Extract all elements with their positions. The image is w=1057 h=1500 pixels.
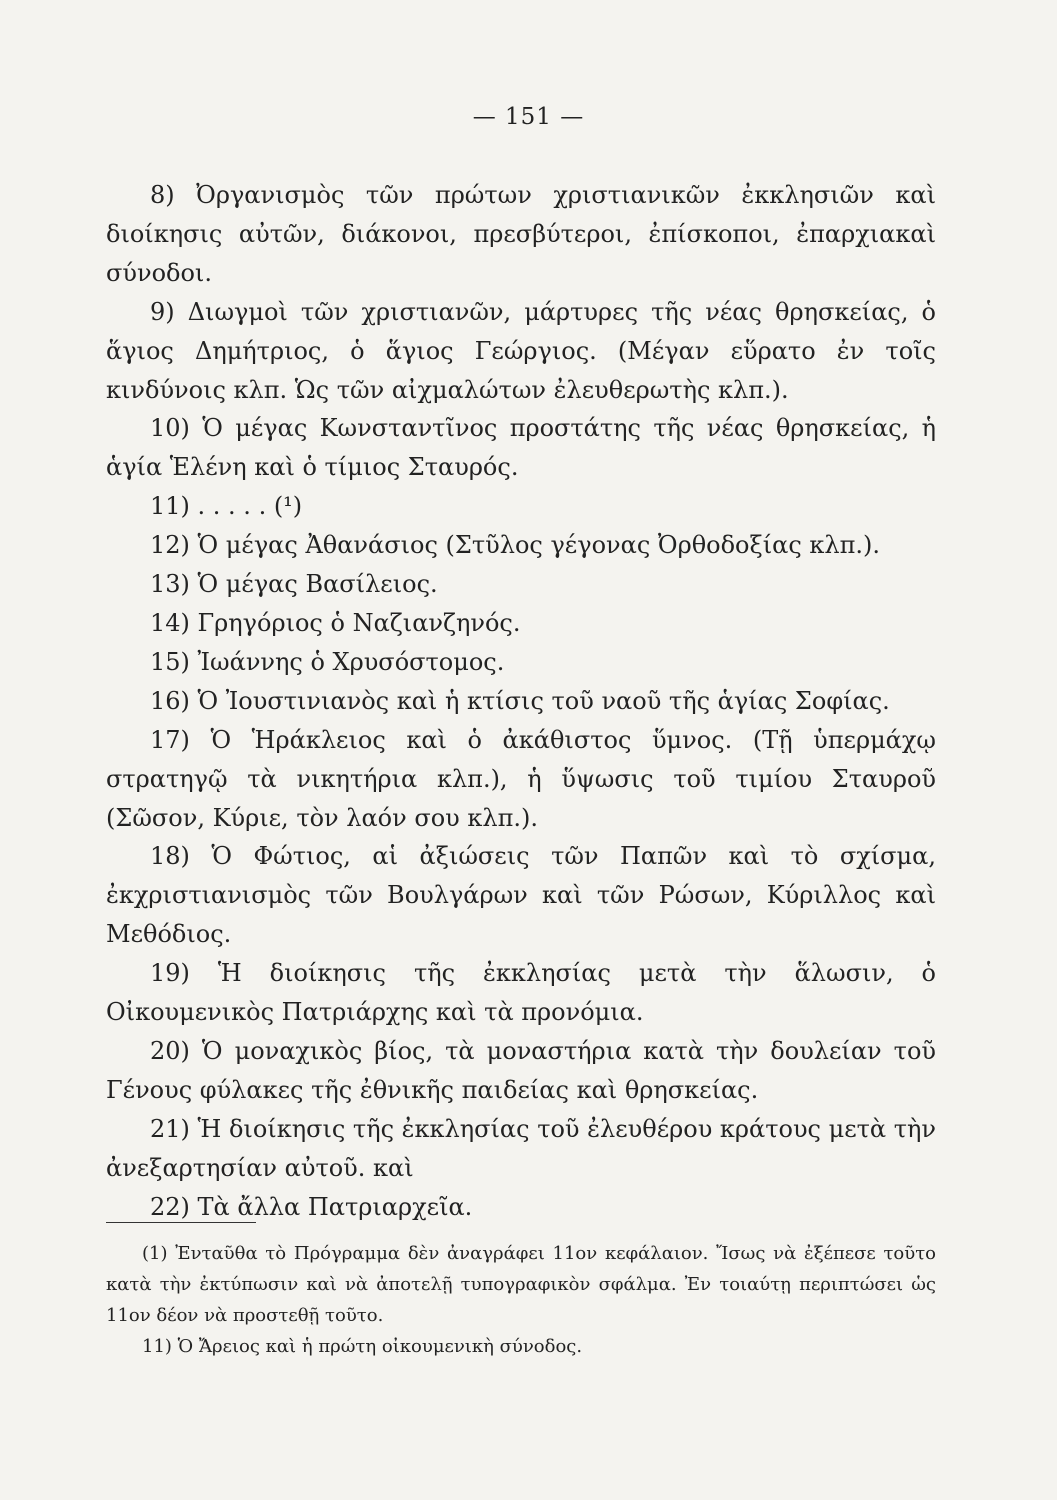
paragraph-16: 16) Ὁ Ἰουστινιανὸς καὶ ἡ κτίσις τοῦ ναοῦ τῆς ἁγίας Σοφίας. <box>150 686 890 715</box>
paragraph-13: 13) Ὁ μέγας Βασίλειος. <box>150 570 438 599</box>
paragraph-10: 10) Ὁ μέγας Κωνσταντῖνος προστάτης τῆς νέας θρησκείας, ἡ ἁγία Ἑλένη καὶ ὁ τίμιος Σταυρός. <box>106 414 936 482</box>
main-text <box>106 176 936 1226</box>
footnotes <box>106 1238 936 1362</box>
paragraph-19: 19) Ἡ διοίκησις τῆς ἐκκλησίας μετὰ τὴν ἅλωσιν, ὁ Οἰκουμενικὸς Πατριάρχης καὶ τὰ προνόμια. <box>106 959 936 1027</box>
paragraph-17: 17) Ὁ Ἡράκλειος καὶ ὁ ἀκάθιστος ὕμνος. (Τῇ ὑπερμάχῳ στρατηγῷ τὰ νικητήρια κλπ.), ἡ ὕψωσις τοῦ τιμίου Σταυροῦ (Σῶσον, Κύριε, τὸν λαόν σου κλπ.). <box>106 725 936 832</box>
paragraph-15: 15) Ἰωάννης ὁ Χρυσόστομος. <box>150 647 505 676</box>
paragraph-8: 8) Ὀργανισμὸς τῶν πρώτων χριστιανικῶν ἐκκλησιῶν καὶ διοίκησις αὐτῶν, διάκονοι, πρεσβύτεροι, ἐπίσκοποι, ἐπαρχιακαὶ σύνοδοι. <box>106 181 936 287</box>
footnote-11: 11) Ὁ Ἄρειος καὶ ἡ πρώτη οἰκουμενικὴ σύνοδος. <box>142 1336 583 1357</box>
paragraph-18: 18) Ὁ Φώτιος, αἱ ἀξιώσεις τῶν Παπῶν καὶ τὸ σχίσμα, ἐκχριστιανισμὸς τῶν Βουλγάρων καὶ τῶν Ρώσων, Κύριλλος καὶ Μεθόδιος. <box>106 842 936 949</box>
paragraph-11: 11) . . . . . (¹) <box>150 492 303 521</box>
footnote-divider <box>106 1222 256 1223</box>
paragraph-21: 21) Ἡ διοίκησις τῆς ἐκκλησίας τοῦ ἐλευθέρου κράτους μετὰ τὴν ἀνεξαρτησίαν αὐτοῦ. καὶ <box>106 1114 937 1182</box>
footnote-1: (1) Ἐνταῦθα τὸ Πρόγραμμα δὲν ἀναγράφει 11ον κεφάλαιον. Ἴσως νὰ ἐξέπεσε τοῦτο κατὰ τὴν ἐκτύπωσιν καὶ νὰ ἀποτελῇ τυπογραφικὸν σφάλμα. Ἐν τοιαύτῃ περιπτώσει ὡς 11ον δέον νὰ προστεθῇ τοῦτο. <box>106 1243 936 1326</box>
paragraph-12: 12) Ὁ μέγας Ἀθανάσιος (Στῦλος γέγονας Ὀρθοδοξίας κλπ.). <box>150 531 880 560</box>
paragraph-14: 14) Γρηγόριος ὁ Ναζιανζηνός. <box>150 608 521 637</box>
paragraph-20: 20) Ὁ μοναχικὸς βίος, τὰ μοναστήρια κατὰ τὴν δουλείαν τοῦ Γένους φύλακες τῆς ἐθνικῆς παιδείας καὶ θρησκείας. <box>106 1036 936 1104</box>
paragraph-9: 9) Διωγμοὶ τῶν χριστιανῶν, μάρτυρες τῆς νέας θρησκείας, ὁ ἅγιος Δημήτριος, ὁ ἅγιος Γεώργιος. (Μέγαν εὕρατο ἐν τοῖς κινδύνοις κλπ. Ὡς τῶν αἰχμαλώτων ἐλευθερωτὴς κλπ.). <box>106 297 936 404</box>
page-number: — 151 — <box>472 104 585 130</box>
paragraph-22: 22) Τὰ ἄλλα Πατριαρχεῖα. <box>150 1192 473 1221</box>
